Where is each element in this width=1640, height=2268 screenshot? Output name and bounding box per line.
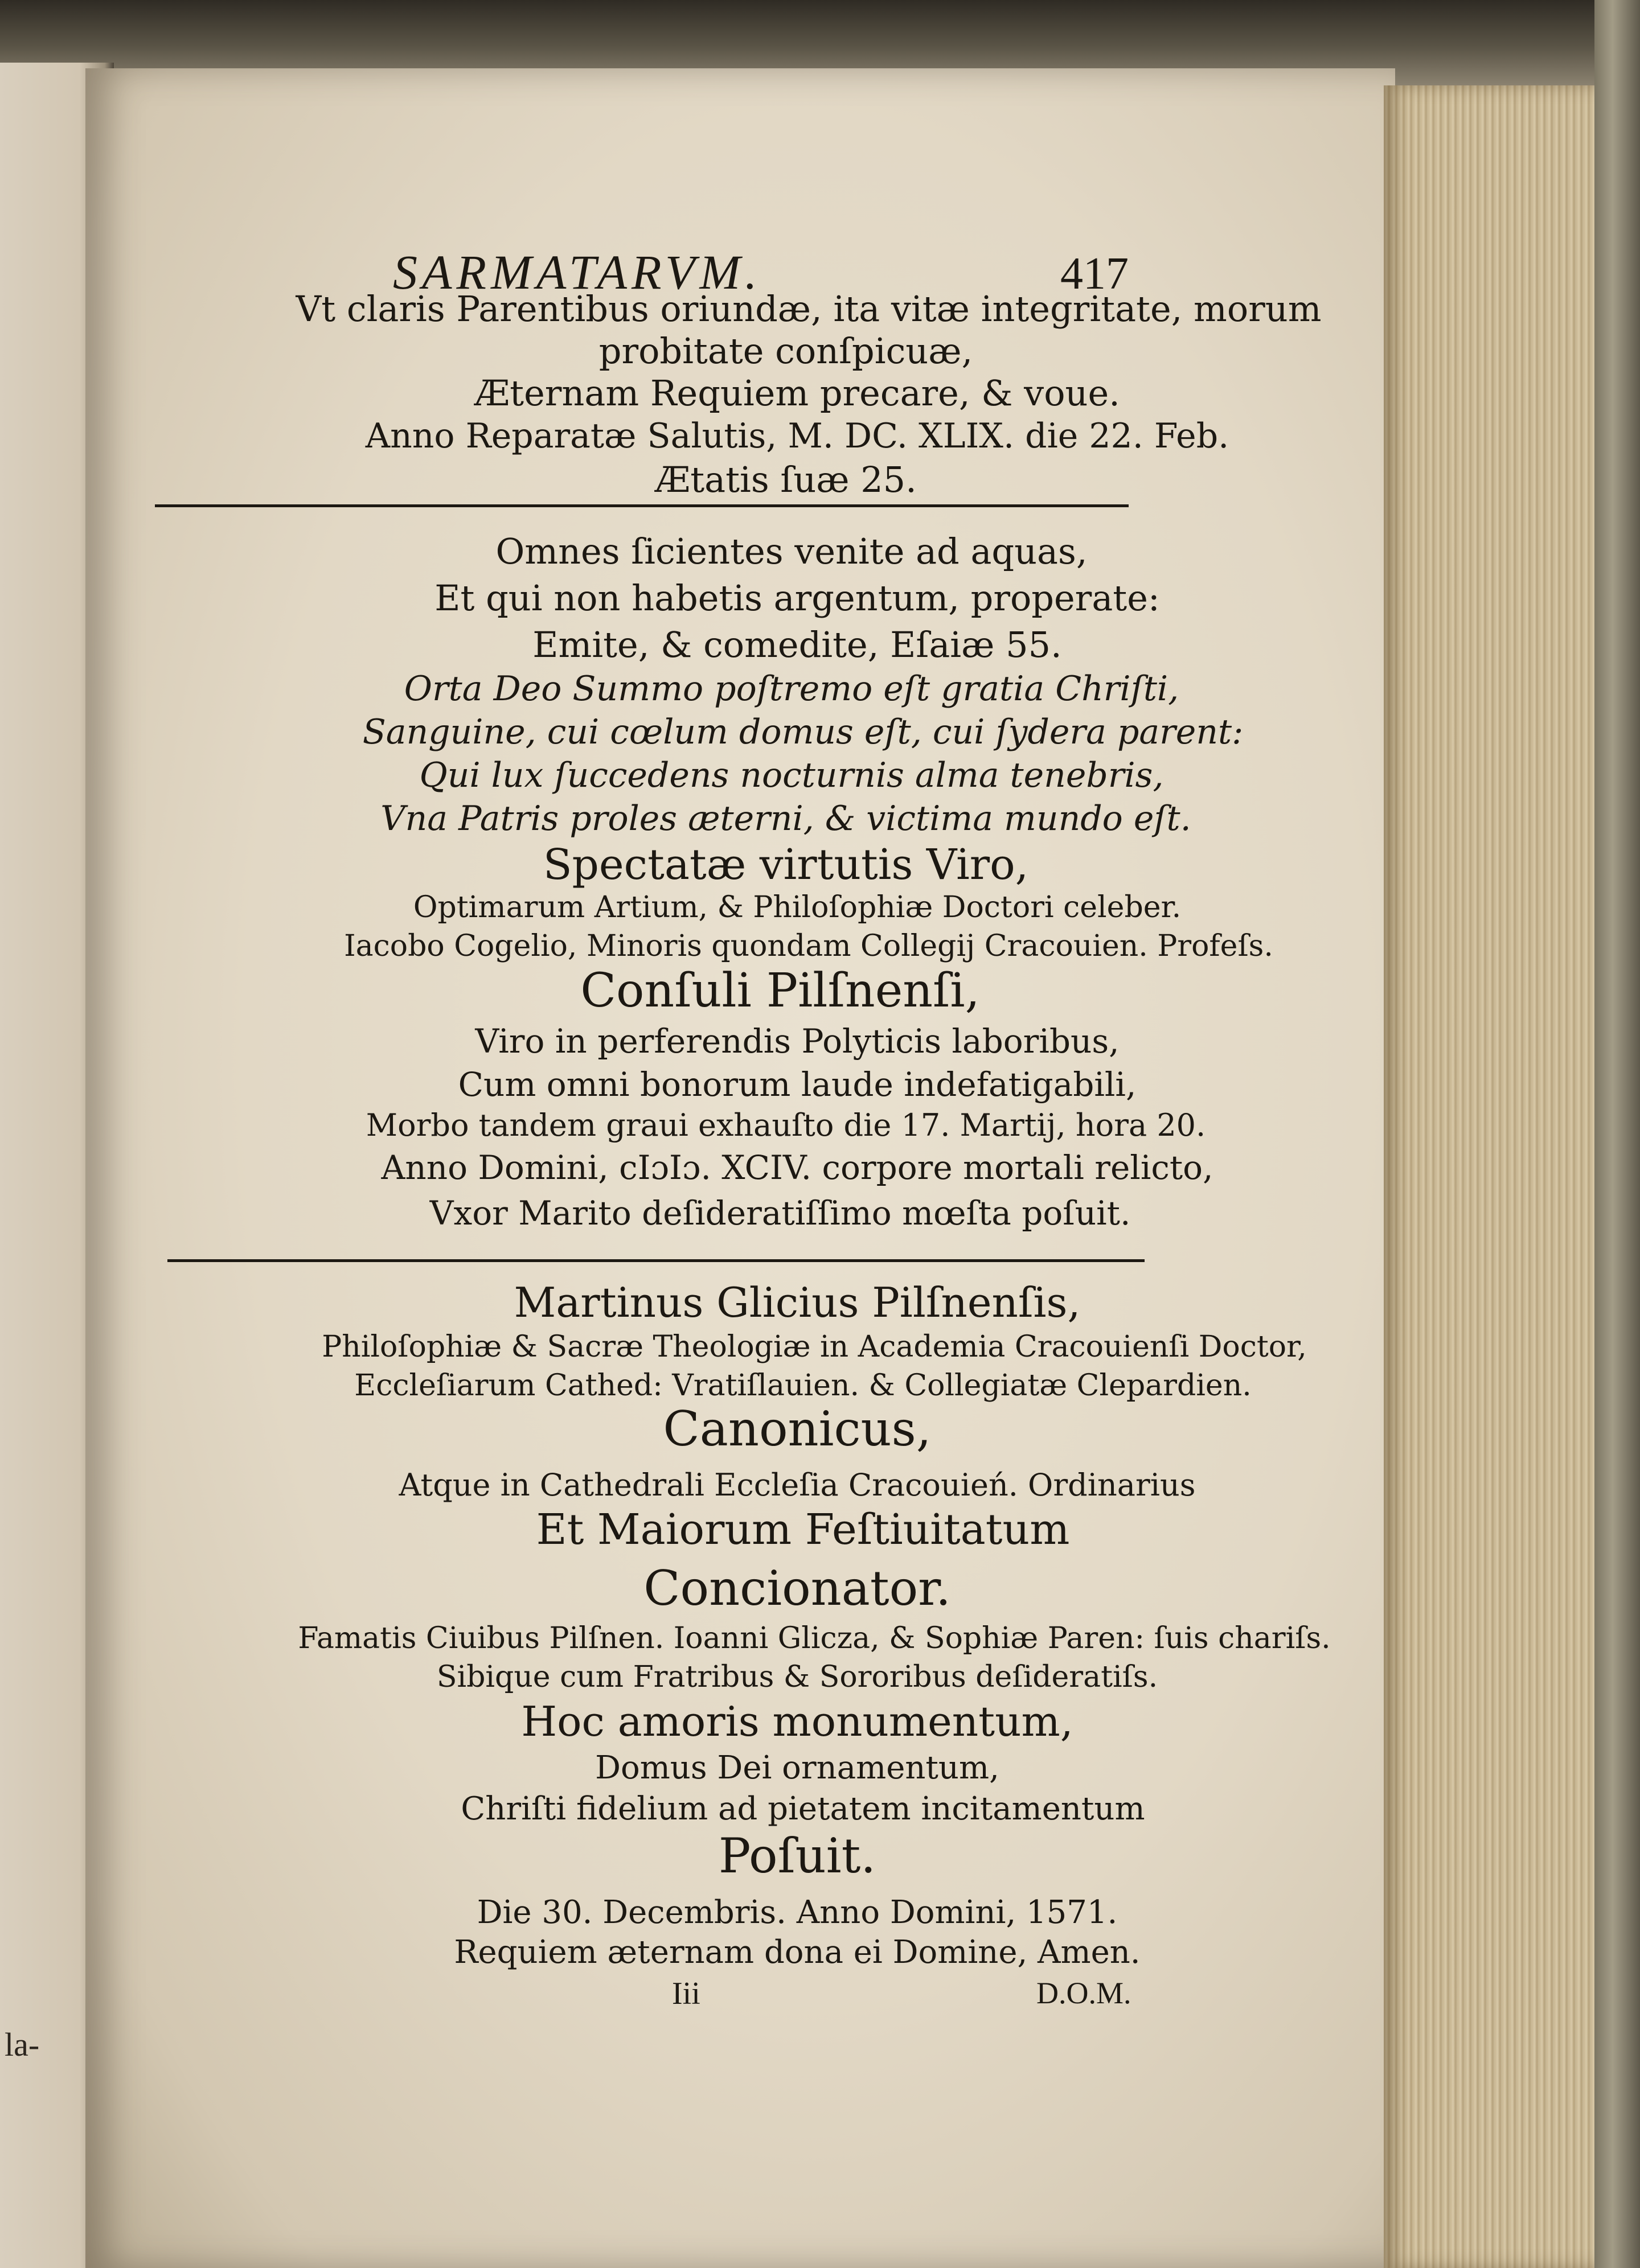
block2-line: Viro in perferendis Polyticis laboribus, [475, 1022, 1120, 1061]
block3-line: Domus Dei ornamentum, [595, 1749, 999, 1786]
divider-rule [155, 504, 1129, 507]
block3-line: Philoſophiæ & Sacræ Theologiæ in Academia Cracouienſi Doctor, [322, 1330, 1307, 1364]
block1-line: Ætatis ſuæ 25. [655, 459, 917, 500]
block2-line: Sanguine, cui cœlum domus eſt, cui ſydera parent: [362, 712, 1244, 752]
block2-line: Vna Patris proles æterni, & victima mundo eſt. [380, 799, 1191, 839]
block2-line: Iacobo Cogelio, Minoris quondam Collegij Cracouien. Profeſs. [344, 929, 1273, 963]
block2-line: Spectatæ virtutis Viro, [543, 840, 1029, 889]
block2-line: Anno Domini, cIɔIɔ. XCIV. corpore mortali relicto, [381, 1148, 1213, 1187]
block3-line: Sibique cum Fratribus & Sororibus deſideratiſs. [436, 1660, 1158, 1694]
block2-line: Orta Deo Summo poſtremo eſt gratia Chriſti, [404, 669, 1179, 709]
block1-line: probitate conſpicuæ, [598, 330, 973, 372]
block1-line: Vt claris Parentibus oriundæ, ita vitæ integritate, morum [296, 288, 1322, 330]
block3-line: Concionator. [643, 1560, 951, 1616]
block3-line: Hoc amoris monumentum, [521, 1698, 1073, 1745]
block3-line: Et Maiorum Feſtiuitatum [536, 1505, 1070, 1554]
block3-line: Canonicus, [663, 1401, 932, 1457]
block3-line: Requiem æternam dona ei Domine, Amen. [454, 1934, 1141, 1971]
block3-line: Eccleſiarum Cathed: Vratiſlauien. & Collegiatæ Clepardien. [354, 1369, 1252, 1403]
catchword: D.O.M. [1036, 1976, 1131, 2010]
block2-line: Omnes ſicientes venite ad aquas, [495, 531, 1088, 572]
block3-line: Atque in Cathedrali Eccleſia Cracouień. Ordinarius [399, 1467, 1196, 1503]
page-number: 417 [1060, 249, 1129, 299]
block2-line: Cum omni bonorum laude indefatigabili, [458, 1065, 1137, 1104]
block1-line: Æternam Requiem precare, & voue. [474, 372, 1120, 414]
block2-line: Conſuli Pilſnenſi, [580, 964, 980, 1018]
block1-line: Anno Reparatæ Salutis, M. DC. XLIX. die 22. Feb. [365, 416, 1229, 456]
block2-line: Et qui non habetis argentum, properate: [434, 577, 1160, 619]
block2-line: Morbo tandem graui exhauſto die 17. Martij, hora 20. [366, 1107, 1206, 1143]
signature-mark: Iii [672, 1976, 700, 2011]
block2-line: Optimarum Artium, & Philoſophiæ Doctori celeber. [413, 890, 1182, 925]
block3-line: Famatis Ciuibus Pilſnen. Ioanni Glicza, & Sophiæ Paren: ſuis chariſs. [298, 1621, 1331, 1655]
block3-line: Poſuit. [718, 1828, 876, 1884]
divider-rule [167, 1259, 1145, 1262]
block3-line: Martinus Glicius Pilſnenſis, [514, 1279, 1081, 1326]
block2-line: Vxor Marito deſideratiſſimo mœſta poſuit. [429, 1194, 1131, 1232]
block2-line: Emite, & comedite, Eſaiæ 55. [532, 624, 1062, 665]
block3-line: Die 30. Decembris. Anno Domini, 1571. [477, 1894, 1118, 1931]
block2-line: Qui lux ſuccedens nocturnis alma tenebris, [419, 755, 1164, 795]
left-page-fragment: la- [5, 2026, 40, 2063]
block3-line: Chriſti fidelium ad pietatem incitamentum [461, 1790, 1145, 1827]
running-head: SARMATARVM. [393, 245, 762, 299]
